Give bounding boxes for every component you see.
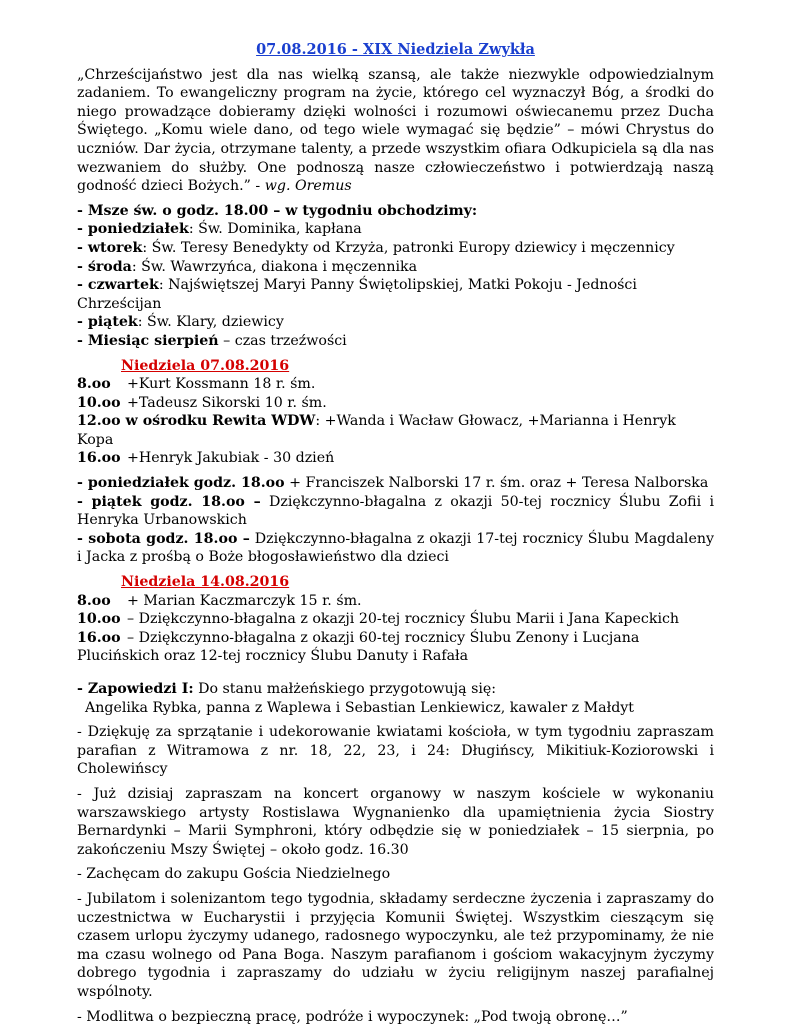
weekday-intention: - piątek godz. 18.oo – Dziękczynno-błagalna z okazji 50-tej rocznicy Ślubu Zofii i Henryka Urbanowskich bbox=[77, 493, 714, 530]
week-heading: - Msze św. o godz. 18.00 – w tygodniu obchodzimy: bbox=[77, 203, 477, 219]
notice: - Dziękuję za sprzątanie i udekorowanie kwiatami kościoła, w tym tygodniu zapraszam parafian z Witramowa z nr. 18, 22, 23, i 24: Długińscy, Mikitiuk-Koziorowski i Cholewińscy bbox=[77, 723, 714, 779]
week-day: - środa: Św. Wawrzyńca, diakona i męczennika bbox=[77, 258, 714, 277]
sunday2-heading: Niedziela 14.08.2016 bbox=[77, 574, 289, 590]
week-day: - poniedziałek: Św. Dominika, kapłana bbox=[77, 220, 714, 239]
sunday2-schedule bbox=[77, 573, 714, 666]
week-day: - piątek: Św. Klary, dziewicy bbox=[77, 313, 714, 332]
week-day: - Miesiąc sierpień – czas trzeźwości bbox=[77, 332, 714, 351]
mass-row: 8.oo + Marian Kaczmarczyk 15 r. śm. bbox=[77, 592, 714, 611]
mass-row: 10.oo +Tadeusz Sikorski 10 r. śm. bbox=[77, 394, 714, 413]
mass-row: 12.oo w ośrodku Rewita WDW: +Wanda i Wacław Głowacz, +Marianna i Henryk Kopa bbox=[77, 412, 714, 449]
page-title: 07.08.2016 - XIX Niedziela Zwykła bbox=[77, 41, 714, 60]
mass-row: 16.oo – Dziękczynno-błagalna z okazji 60-tej rocznicy Ślubu Zenony i Lucjana Plucińskich oraz 12-tej rocznicy Ślubu Danuty i Rafała bbox=[77, 629, 714, 666]
banns-couple: Angelika Rybka, panna z Waplewa i Sebastian Lenkiewicz, kawaler z Małdyt bbox=[77, 699, 714, 718]
banns-section bbox=[77, 680, 714, 717]
intro-paragraph bbox=[77, 66, 714, 196]
bulletin-page bbox=[77, 41, 714, 1026]
mass-row: 8.oo +Kurt Kossmann 18 r. śm. bbox=[77, 375, 714, 394]
notice: - Zachęcam do zakupu Gościa Niedzielnego bbox=[77, 865, 714, 884]
notice: - Już dzisiaj zapraszam na koncert organowy w naszym kościele w wykonaniu warszawskiego artysty Rostislawa Wygnanienko dla upamiętnienia życia Siostry Bernardynki – Marii Symphroni, który odbędzie się w poniedziałek – 15 sierpnia, po zakończeniu Mszy Świętej – około godz. 16.30 bbox=[77, 785, 714, 859]
weekday-intention: - sobota godz. 18.oo – Dziękczynno-błagalna z okazji 17-tej rocznicy Ślubu Magdaleny i Jacka z prośbą o Boże błogosławieństwo dla dzieci bbox=[77, 530, 714, 567]
week-day: - czwartek: Najświętszej Maryi Panny Świętolipskiej, Matki Pokoju - Jedności Chrześcijan bbox=[77, 276, 714, 313]
weekday-intentions bbox=[77, 474, 714, 567]
weekday-intention: - poniedziałek godz. 18.oo + Franciszek Nalborski 17 r. śm. oraz + Teresa Nalborska bbox=[77, 474, 714, 493]
intro-text: „Chrześcijaństwo jest dla nas wielką szansą, ale także niezwykle odpowiedzialnym zadaniem. To ewangeliczny program na życie, którego cel wyznaczył Bóg, a środki do niego prowadzące dobieramy dzięki wolności i rozumowi oświecanemu przez Ducha Świętego. „Komu wiele dano, od tego wiele wymagać się będzie” – mówi Chrystus do uczniów. Dar życia, otrzymane talenty, a przede wszystkim ofiara Odkupiciela są dla nas wezwaniem do służby. One podnoszą nasze człowieczeństwo i potwierdzają naszą godność dzieci Bożych.” - bbox=[77, 67, 714, 195]
week-schedule bbox=[77, 202, 714, 351]
sunday1-heading: Niedziela 07.08.2016 bbox=[77, 358, 289, 374]
notice: - Jubilatom i solenizantom tego tygodnia, składamy serdeczne życzenia i zapraszamy do uczestnictwa w Eucharystii i przyjęcia Komunii Świętej. Wszystkim cieszącym się czasem urlopu życzymy udanego, radosnego wypoczynku, ale też przypominamy, że nie ma czasu wolnego od Pana Boga. Naszym parafianom i gościom wakacyjnym życzymy dobrego tygodnia i zapraszamy do udziału w życiu religijnym naszej parafialnej wspólnoty. bbox=[77, 890, 714, 1002]
intro-source: wg. Oremus bbox=[265, 178, 352, 194]
mass-row: 10.oo – Dziękczynno-błagalna z okazji 20-tej rocznicy Ślubu Marii i Jana Kapeckich bbox=[77, 610, 714, 629]
sunday1-schedule bbox=[77, 357, 714, 469]
notice: - Modlitwa o bezpieczną pracę, podróże i wypoczynek: „Pod twoją obronę…” bbox=[77, 1008, 714, 1026]
mass-row: 16.oo +Henryk Jakubiak - 30 dzień bbox=[77, 449, 714, 468]
banns-line: - Zapowiedzi I: Do stanu małżeńskiego przygotowują się: bbox=[77, 680, 714, 699]
week-day: - wtorek: Św. Teresy Benedykty od Krzyża, patronki Europy dziewicy i męczennicy bbox=[77, 239, 714, 258]
